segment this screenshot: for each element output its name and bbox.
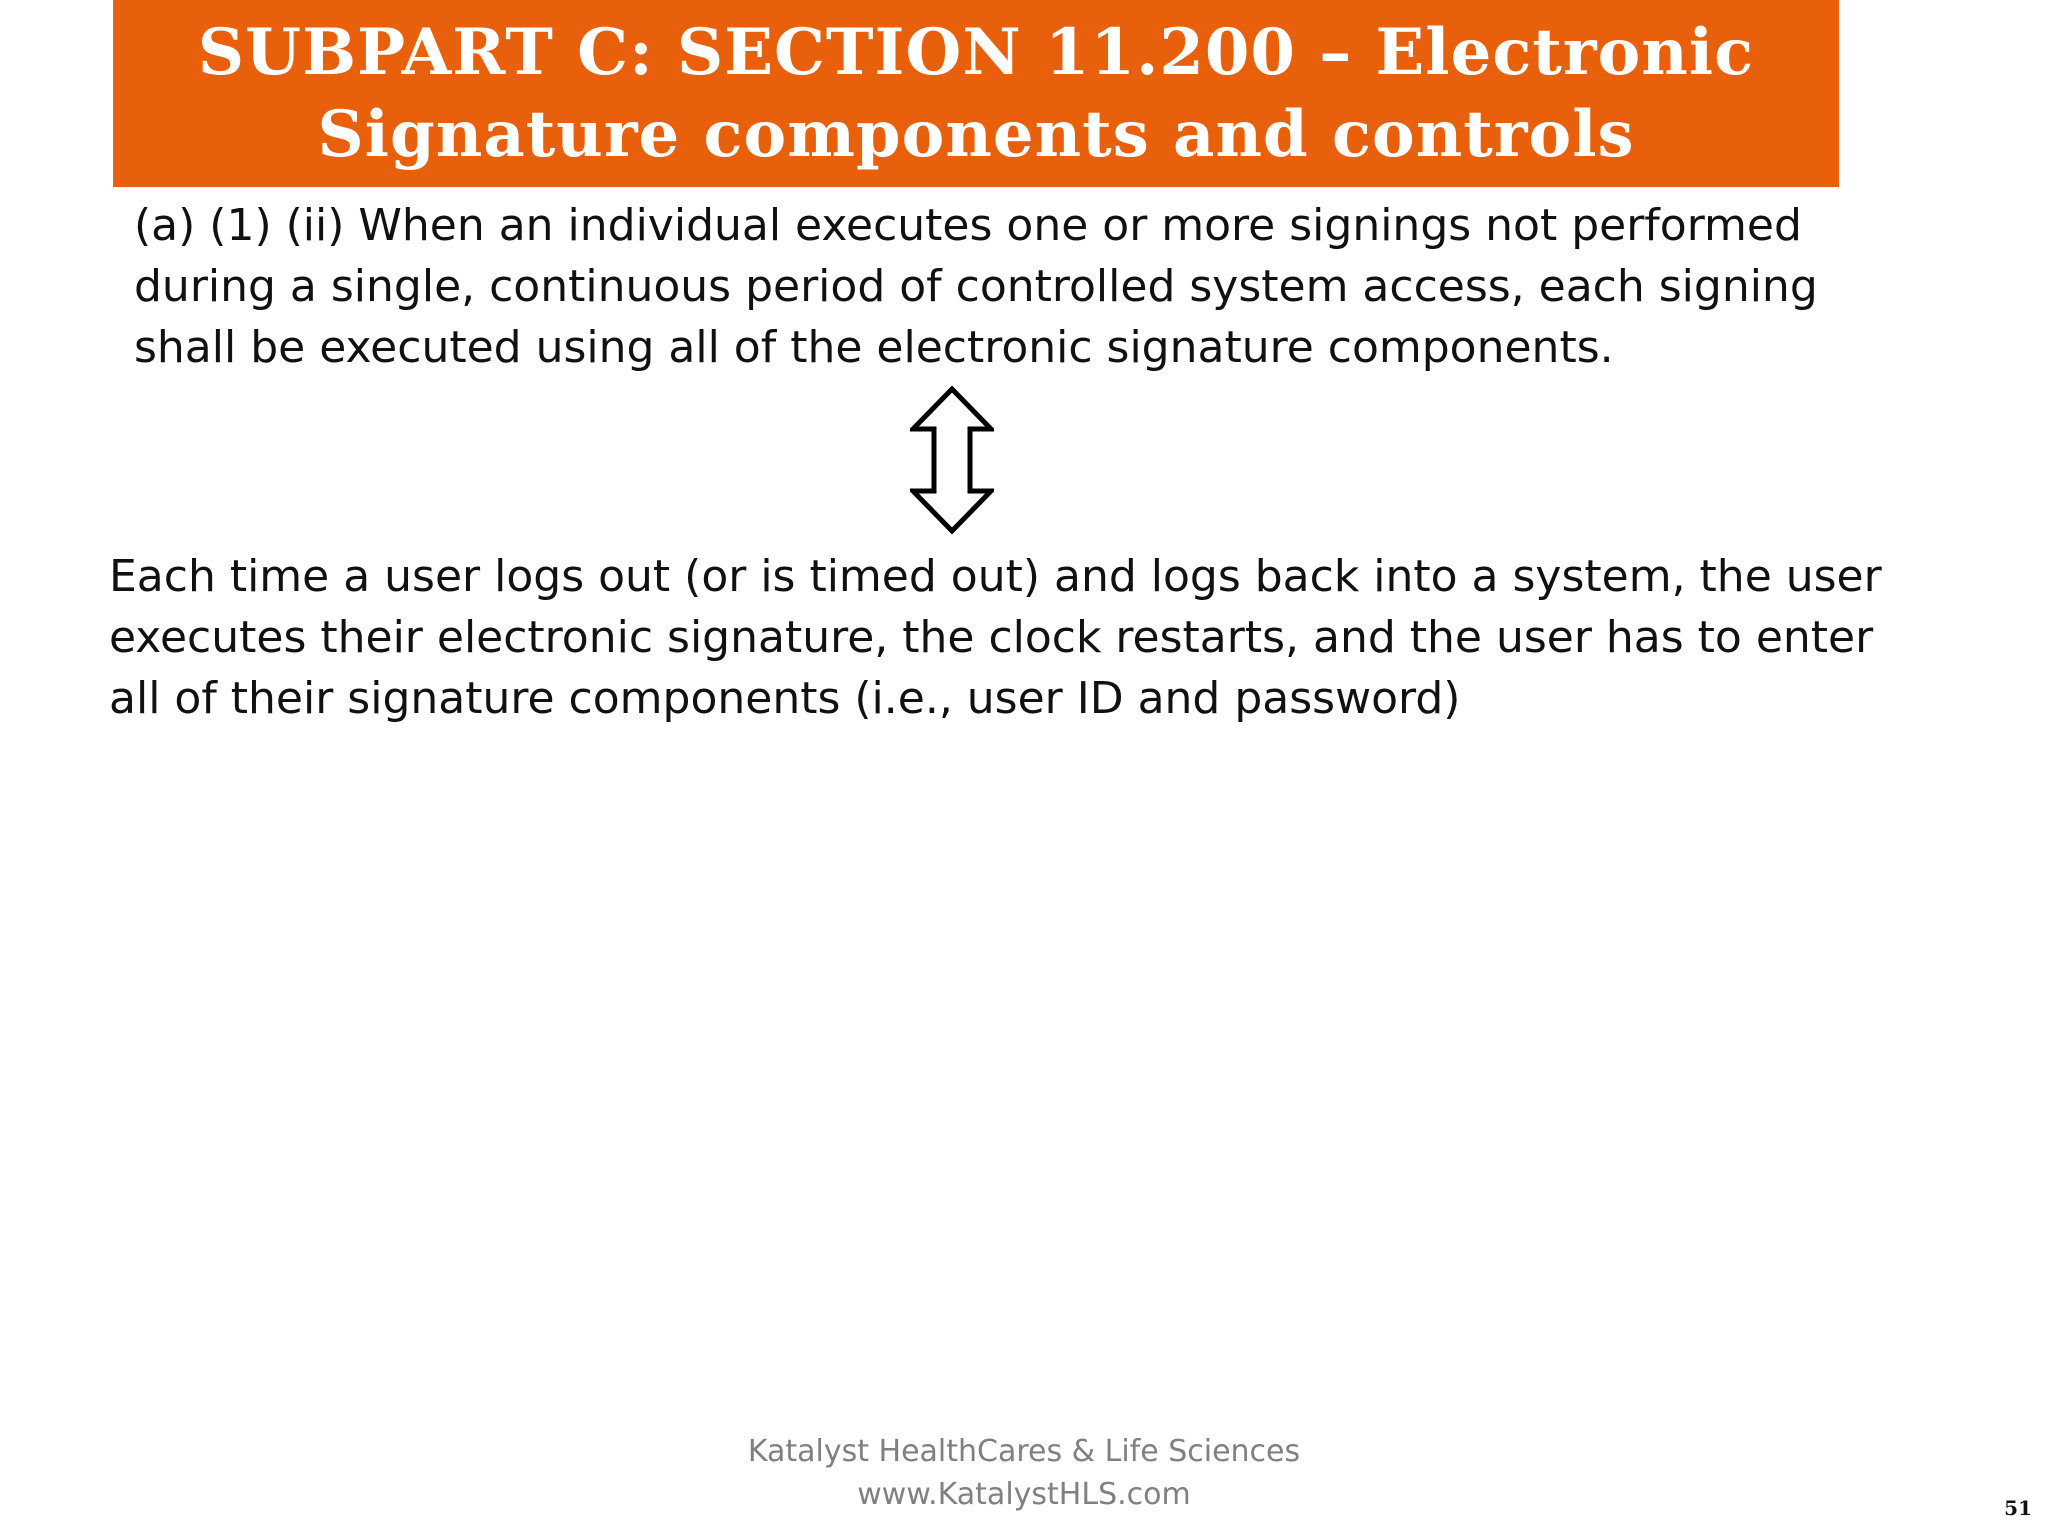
title-line-2: Signature components and controls — [317, 96, 1635, 172]
up-down-arrow-icon — [910, 386, 994, 534]
regulation-text-line: during a single, continuous period of controlled system access, each signing — [134, 261, 1818, 312]
explanation-text — [109, 546, 1882, 729]
regulation-text-line: shall be executed using all of the electronic signature components. — [134, 322, 1614, 373]
title-line-1: SUBPART C: SECTION 11.200 – Electronic — [197, 14, 1755, 90]
title-banner — [113, 0, 1839, 187]
regulation-text — [134, 195, 1818, 378]
explanation-text-line: all of their signature components (i.e., user ID and password) — [109, 673, 1461, 724]
regulation-text-line: (a) (1) (ii) When an individual executes one or more signings not performed — [134, 200, 1802, 251]
page-number: 51 — [2004, 1496, 2032, 1520]
explanation-text-line: executes their electronic signature, the clock restarts, and the user has to enter — [109, 612, 1874, 663]
footer-url: www.KatalystHLS.com — [857, 1477, 1191, 1512]
footer-company: Katalyst HealthCares & Life Sciences — [747, 1434, 1301, 1469]
explanation-text-line: Each time a user logs out (or is timed out) and logs back into a system, the user — [109, 551, 1882, 602]
